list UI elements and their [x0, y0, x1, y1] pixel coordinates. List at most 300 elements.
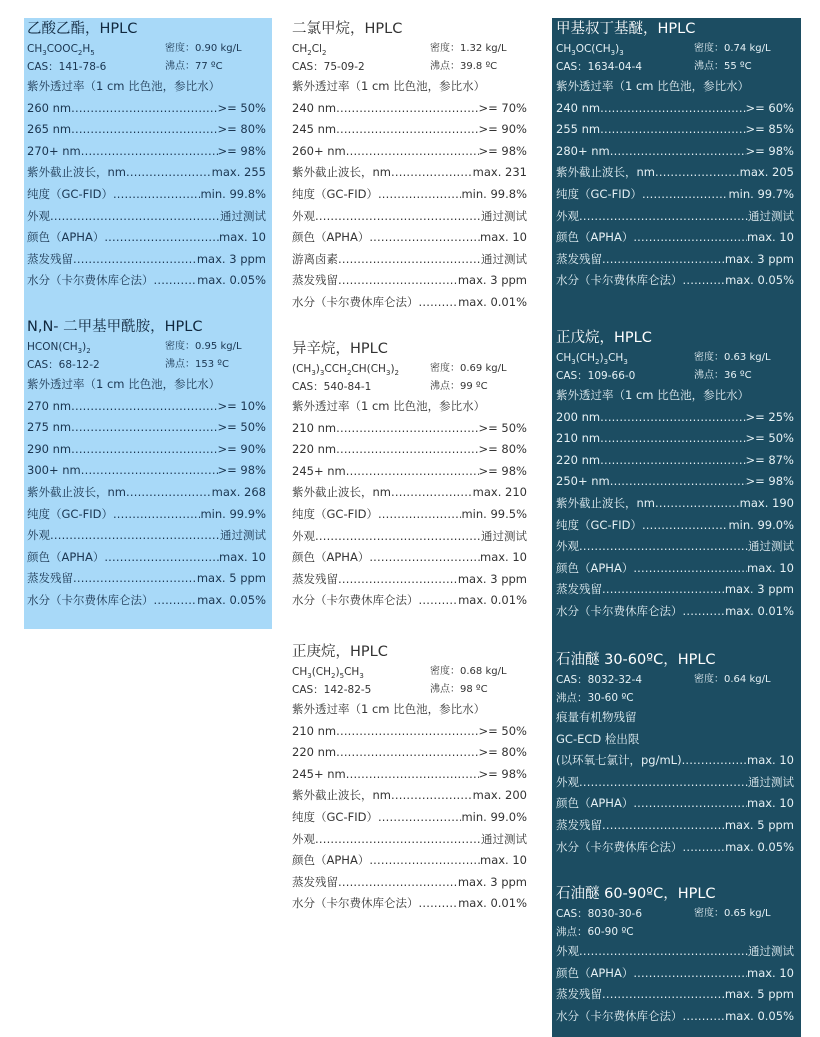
cas-bp-line: [27, 58, 266, 76]
spec-label: 外观: [292, 208, 315, 223]
spec-row: [27, 162, 266, 184]
spec-row: [27, 396, 266, 418]
spec-value: 通过测试: [220, 528, 266, 543]
formula-density-line: [27, 40, 266, 58]
dot-leader: [419, 590, 459, 612]
cas-number: CAS：68-12-2: [27, 359, 100, 371]
spec-row: [292, 742, 527, 764]
spec-value: max. 10: [747, 560, 794, 575]
spec-value: max. 0.05%: [725, 273, 794, 288]
spec-row: [292, 184, 527, 206]
spec-value: min. 99.7%: [728, 186, 794, 201]
product-block: [292, 18, 527, 314]
dot-leader: [683, 837, 726, 859]
spec-label: 纯度（GC-FID）: [27, 506, 113, 521]
spec-row: [292, 439, 527, 461]
spec-value: 通过测试: [481, 251, 527, 266]
spec-value: 通过测试: [481, 528, 527, 543]
spec-value: min. 99.8%: [461, 186, 527, 201]
spec-value: >= 10%: [217, 398, 266, 413]
boiling-point: 沸点：30-60 ºC: [556, 692, 634, 704]
spec-label: 紫外截止波长，nm: [556, 495, 655, 510]
dot-leader: [579, 536, 748, 558]
spec-label: 游离卤素: [292, 251, 338, 266]
uv-transmittance-note: 紫外透过率（1 cm 比色池，参比水）: [292, 399, 486, 413]
spec-row: [27, 184, 266, 206]
spec-label: 纯度（GC-FID）: [292, 809, 378, 824]
chemical-formula: $HCON(CH_3)_2$: [27, 341, 91, 356]
boiling-point: 沸点：36 ºC: [694, 370, 752, 381]
bp-line: [556, 923, 794, 941]
spec-label: 275 nm: [27, 420, 72, 435]
spec-label: 265 nm: [27, 122, 72, 137]
spec-value: >= 50%: [745, 431, 794, 446]
spec-label: 颜色（APHA）: [292, 853, 370, 868]
spec-row: [292, 590, 527, 612]
spec-row: [556, 515, 794, 537]
spec-value: >= 98%: [745, 474, 794, 489]
chemical-formula: $CH_3COOC_2H_5$: [27, 43, 95, 58]
spec-label: 紫外截止波长，nm: [27, 484, 126, 499]
boiling-point: 沸点：99 ºC: [430, 381, 488, 392]
spec-row: [27, 249, 266, 271]
dot-leader: [655, 162, 740, 184]
spec-label: 外观: [27, 528, 50, 543]
cas-bp-line: [292, 681, 527, 699]
dot-leader: [338, 249, 481, 271]
spec-row: [292, 504, 527, 526]
spec-label: 蒸发残留: [556, 251, 602, 266]
dot-leader: [579, 772, 748, 794]
product-block: [556, 327, 794, 623]
bp-line: [556, 689, 794, 707]
spec-label: 水分（卡尔费休库仑法）: [556, 273, 683, 288]
spec-row: [556, 941, 794, 963]
spec-label: 水分（卡尔费休库仑法）: [556, 839, 683, 854]
spec-row: [556, 536, 794, 558]
dot-leader: [682, 750, 747, 772]
dot-leader: [378, 807, 462, 829]
spec-row: [556, 227, 794, 249]
spec-value: max. 10: [480, 550, 527, 565]
cas-density-line: [556, 905, 794, 923]
product-block: [27, 18, 266, 292]
spec-value: >= 87%: [745, 452, 794, 467]
dot-leader: [71, 417, 217, 439]
spec-label: 颜色（APHA）: [292, 230, 370, 245]
product-title: 石油醚 60-90ºC，HPLC: [556, 886, 716, 902]
product-title: 正戊烷，HPLC: [556, 330, 652, 346]
dot-leader: [346, 461, 479, 483]
formula-density-line: [292, 40, 527, 58]
spec-label: 外观: [292, 831, 315, 846]
formula-density-line: [292, 663, 527, 681]
spec-value: >= 90%: [217, 441, 266, 456]
spec-label: 纯度（GC-FID）: [556, 186, 642, 201]
product-title: 甲基叔丁基醚，HPLC: [556, 21, 696, 37]
spec-label: 270 nm: [27, 398, 72, 413]
product-title: 正庚烷，HPLC: [292, 644, 388, 660]
spec-value: min. 99.9%: [200, 506, 266, 521]
spec-label: 颜色（APHA）: [27, 230, 105, 245]
cas-density-line: [556, 671, 794, 689]
spec-label: 紫外截止波长，nm: [292, 485, 391, 500]
dot-leader: [336, 119, 478, 141]
dot-leader: [610, 141, 746, 163]
spec-value: max. 3 ppm: [457, 874, 527, 889]
cas-bp-line: [27, 356, 266, 374]
product-block: [556, 883, 794, 1027]
product-title: N,N- 二甲基甲酰胺，HPLC: [27, 319, 203, 335]
cas-number: CAS：8030-30-6: [556, 908, 643, 920]
column-1: [24, 18, 272, 629]
product-title: 乙酸乙酯，HPLC: [27, 21, 138, 37]
spec-value: max. 190: [739, 495, 794, 510]
dot-leader: [655, 493, 740, 515]
spec-value: max. 10: [747, 753, 794, 768]
spec-value: max. 0.05%: [197, 592, 266, 607]
dot-leader: [391, 162, 473, 184]
spec-label: 颜色（APHA）: [27, 549, 105, 564]
spec-value: max. 255: [211, 165, 266, 180]
spec-row: [556, 579, 794, 601]
spec-row: [556, 184, 794, 206]
spec-value: max. 0.01%: [458, 294, 527, 309]
formula-density-line: [556, 40, 794, 58]
spec-value: max. 5 ppm: [724, 987, 794, 1002]
spec-row: [292, 721, 527, 743]
spec-row: [556, 772, 794, 794]
dot-leader: [113, 504, 201, 526]
uv-transmittance-note: 紫外透过率（1 cm 比色池，参比水）: [292, 702, 486, 716]
product-title: 二氯甲烷，HPLC: [292, 21, 403, 37]
spec-value: max. 210: [472, 485, 527, 500]
chemical-formula: $CH_2Cl_2$: [292, 43, 327, 58]
spec-label: 纯度（GC-FID）: [556, 517, 642, 532]
spec-row: [292, 162, 527, 184]
spec-value: >= 98%: [478, 766, 527, 781]
dot-leader: [602, 815, 725, 837]
dot-leader: [610, 471, 746, 493]
spec-row: [292, 807, 527, 829]
spec-value: min. 99.5%: [461, 506, 527, 521]
dot-leader: [346, 141, 479, 163]
spec-value: min. 99.0%: [728, 517, 794, 532]
spec-row: [556, 407, 794, 429]
dot-leader: [126, 482, 212, 504]
spec-label: 外观: [556, 774, 579, 789]
spec-value: max. 10: [747, 965, 794, 980]
density: 密度：1.32 kg/L: [430, 43, 507, 54]
dot-leader: [369, 850, 480, 872]
spec-value: max. 5 ppm: [196, 571, 266, 586]
dot-leader: [633, 558, 747, 580]
spec-row: [292, 270, 527, 292]
spec-value: max. 10: [480, 853, 527, 868]
spec-row: [556, 141, 794, 163]
spec-value: >= 90%: [478, 122, 527, 137]
spec-value: max. 0.01%: [458, 593, 527, 608]
dot-leader: [81, 460, 218, 482]
dot-leader: [642, 515, 729, 537]
spec-row: [292, 872, 527, 894]
spec-value: >= 85%: [745, 122, 794, 137]
dot-leader: [336, 439, 478, 461]
spec-label: 200 nm: [556, 409, 601, 424]
spec-row: [556, 558, 794, 580]
density: 密度：0.68 kg/L: [430, 666, 507, 677]
spec-row: [292, 227, 527, 249]
spec-label: 220 nm: [292, 745, 337, 760]
spec-label: 210 nm: [292, 420, 337, 435]
spec-value: max. 10: [219, 549, 266, 564]
dot-leader: [633, 793, 747, 815]
spec-row: [27, 227, 266, 249]
spec-value: max. 10: [747, 230, 794, 245]
dot-leader: [71, 396, 217, 418]
spec-value: 通过测试: [748, 539, 794, 554]
spec-label: 紫外截止波长，nm: [292, 165, 391, 180]
spec-label: 水分（卡尔费休库仑法）: [292, 593, 419, 608]
boiling-point: 沸点：77 ºC: [165, 61, 223, 72]
cas-number: CAS：109-66-0: [556, 370, 636, 382]
spec-value: >= 60%: [745, 100, 794, 115]
boiling-point: 沸点：153 ºC: [165, 359, 229, 370]
spec-value: max. 0.01%: [725, 603, 794, 618]
dot-leader: [369, 227, 480, 249]
spec-label: 纯度（GC-FID）: [292, 186, 378, 201]
spec-label: 颜色（APHA）: [292, 550, 370, 565]
spec-value: max. 0.05%: [197, 273, 266, 288]
spec-value: 通过测试: [220, 208, 266, 223]
boiling-point: 沸点：98 ºC: [430, 684, 488, 695]
spec-row: [27, 439, 266, 461]
cas-number: CAS：141-78-6: [27, 61, 107, 73]
spec-label: 270+ nm: [27, 143, 81, 158]
spec-value: >= 25%: [745, 409, 794, 424]
spec-label: 颜色（APHA）: [556, 965, 634, 980]
dot-leader: [633, 963, 747, 985]
spec-label: 260+ nm: [292, 143, 346, 158]
dot-leader: [600, 119, 745, 141]
dot-leader: [315, 526, 481, 548]
spec-value: 通过测试: [481, 208, 527, 223]
uv-transmittance-note: 紫外透过率（1 cm 比色池，参比水）: [556, 388, 750, 402]
spec-value: max. 268: [211, 484, 266, 499]
spec-row: [27, 482, 266, 504]
spec-value: min. 99.8%: [200, 186, 266, 201]
spec-label: 240 nm: [292, 100, 337, 115]
dot-leader: [73, 249, 197, 271]
spec-row: [292, 526, 527, 548]
cas-number: CAS：142-82-5: [292, 684, 372, 696]
spec-row: [292, 119, 527, 141]
spec-label: 颜色（APHA）: [556, 796, 634, 811]
uv-transmittance-note: 紫外透过率（1 cm 比色池，参比水）: [27, 377, 221, 391]
dot-leader: [50, 525, 220, 547]
spec-label: 外观: [556, 208, 579, 223]
dot-leader: [602, 984, 725, 1006]
product-block: [556, 18, 794, 292]
boiling-point: 沸点：55 ºC: [694, 61, 752, 72]
spec-row: [27, 525, 266, 547]
dot-leader: [391, 482, 473, 504]
product-title: 石油醚 30-60ºC，HPLC: [556, 652, 716, 668]
dot-leader: [154, 270, 198, 292]
dot-leader: [338, 872, 458, 894]
column-3: [552, 18, 801, 1037]
spec-value: >= 98%: [478, 143, 527, 158]
spec-row: [556, 984, 794, 1006]
density: 密度：0.90 kg/L: [165, 43, 242, 54]
spec-value: max. 0.01%: [458, 896, 527, 911]
spec-label: 水分（卡尔费休库仑法）: [27, 592, 154, 607]
spec-label: 蒸发残留: [556, 987, 602, 1002]
spec-value: max. 10: [480, 230, 527, 245]
spec-row: [292, 482, 527, 504]
spec-row: [27, 98, 266, 120]
spec-label: 外观: [556, 539, 579, 554]
spec-label: 外观: [292, 528, 315, 543]
spec-value: max. 205: [739, 165, 794, 180]
spec-label: 紫外截止波长，nm: [292, 788, 391, 803]
cas-bp-line: [292, 58, 527, 76]
spec-value: >= 50%: [217, 100, 266, 115]
spec-note: 痕量有机物残留: [556, 710, 637, 724]
spec-row: [292, 785, 527, 807]
uv-transmittance-note: 紫外透过率（1 cm 比色池，参比水）: [27, 79, 221, 93]
spec-value: 通过测试: [748, 774, 794, 789]
dot-leader: [600, 98, 745, 120]
spec-row: [27, 504, 266, 526]
spec-label: 260 nm: [27, 100, 72, 115]
spec-value: 通过测试: [748, 944, 794, 958]
dot-leader: [71, 119, 217, 141]
dot-leader: [50, 206, 220, 228]
spec-row: [556, 471, 794, 493]
spec-label: 245+ nm: [292, 463, 346, 478]
spec-row: [556, 428, 794, 450]
dot-leader: [391, 785, 473, 807]
spec-row: [292, 292, 527, 314]
density: 密度：0.69 kg/L: [430, 363, 507, 374]
spec-value: 通过测试: [748, 208, 794, 223]
dot-leader: [346, 764, 479, 786]
spec-label: 280+ nm: [556, 143, 610, 158]
dot-leader: [73, 568, 197, 590]
spec-row: [27, 568, 266, 590]
spec-row: [556, 815, 794, 837]
cas-number: CAS：1634-04-4: [556, 61, 643, 73]
spec-label: 纯度（GC-FID）: [27, 186, 113, 201]
spec-row: [556, 98, 794, 120]
spec-row: [292, 547, 527, 569]
spec-label: 210 nm: [292, 723, 337, 738]
spec-label: 水分（卡尔费休库仑法）: [292, 896, 419, 911]
column-2: [289, 18, 531, 1037]
spec-row: [292, 98, 527, 120]
spec-row: [556, 249, 794, 271]
spec-value: max. 10: [219, 230, 266, 245]
spec-label: 紫外截止波长，nm: [556, 165, 655, 180]
dot-leader: [369, 547, 480, 569]
spec-label: 220 nm: [556, 452, 601, 467]
spec-value: max. 5 ppm: [724, 817, 794, 832]
dot-leader: [579, 206, 748, 228]
formula-density-line: [27, 338, 266, 356]
cas-number: CAS：75-09-2: [292, 61, 365, 73]
boiling-point: 沸点：60-90 ºC: [556, 926, 634, 938]
spec-value: max. 3 ppm: [724, 582, 794, 597]
spec-row: [292, 829, 527, 851]
dot-leader: [336, 418, 478, 440]
cas-bp-line: [556, 367, 794, 385]
spec-label: 蒸发残留: [27, 571, 73, 586]
dot-leader: [600, 450, 745, 472]
spec-label: 水分（卡尔费休库仑法）: [292, 294, 419, 309]
spec-value: >= 98%: [217, 143, 266, 158]
spec-label: 水分（卡尔费休库仑法）: [27, 273, 154, 288]
chemical-formula: $CH_3OC(CH_3)_3$: [556, 43, 624, 58]
spec-row: [292, 249, 527, 271]
dot-leader: [378, 504, 462, 526]
dot-leader: [419, 893, 459, 915]
spec-row: [27, 270, 266, 292]
spec-row: [27, 206, 266, 228]
spec-row: [27, 547, 266, 569]
density: 密度：0.65 kg/L: [694, 908, 771, 919]
dot-leader: [336, 721, 478, 743]
dot-leader: [113, 184, 201, 206]
uv-transmittance-note: 紫外透过率（1 cm 比色池，参比水）: [292, 79, 486, 93]
spec-row: [556, 601, 794, 623]
spec-value: max. 231: [472, 165, 527, 180]
spec-value: >= 50%: [478, 420, 527, 435]
uv-transmittance-note: 紫外透过率（1 cm 比色池，参比水）: [556, 79, 750, 93]
spec-row: [556, 493, 794, 515]
dot-leader: [600, 407, 745, 429]
spec-row: [556, 837, 794, 859]
formula-density-line: [556, 349, 794, 367]
dot-leader: [154, 590, 198, 612]
dot-leader: [81, 141, 218, 163]
boiling-point: 沸点：39.8 ºC: [430, 61, 498, 72]
dot-leader: [336, 742, 478, 764]
spec-label: 255 nm: [556, 122, 601, 137]
spec-value: max. 200: [472, 788, 527, 803]
spec-label: 240 nm: [556, 100, 601, 115]
dot-leader: [315, 206, 481, 228]
spec-label: 外观: [556, 944, 579, 958]
spec-row: [556, 270, 794, 292]
density: 密度：0.74 kg/L: [694, 43, 771, 54]
spec-value: >= 80%: [478, 442, 527, 457]
dot-leader: [633, 227, 747, 249]
spec-row: [27, 119, 266, 141]
spec-value: max. 3 ppm: [196, 251, 266, 266]
spec-value: max. 3 ppm: [457, 571, 527, 586]
spec-label: 蒸发残留: [556, 817, 602, 832]
spec-row: [292, 893, 527, 915]
spec-label: 紫外截止波长，nm: [27, 165, 126, 180]
spec-row: [292, 418, 527, 440]
spec-value: >= 98%: [745, 143, 794, 158]
dot-leader: [126, 162, 212, 184]
product-title: 异辛烷，HPLC: [292, 341, 388, 357]
spec-row: [556, 206, 794, 228]
spec-row: [292, 569, 527, 591]
dot-leader: [338, 270, 458, 292]
